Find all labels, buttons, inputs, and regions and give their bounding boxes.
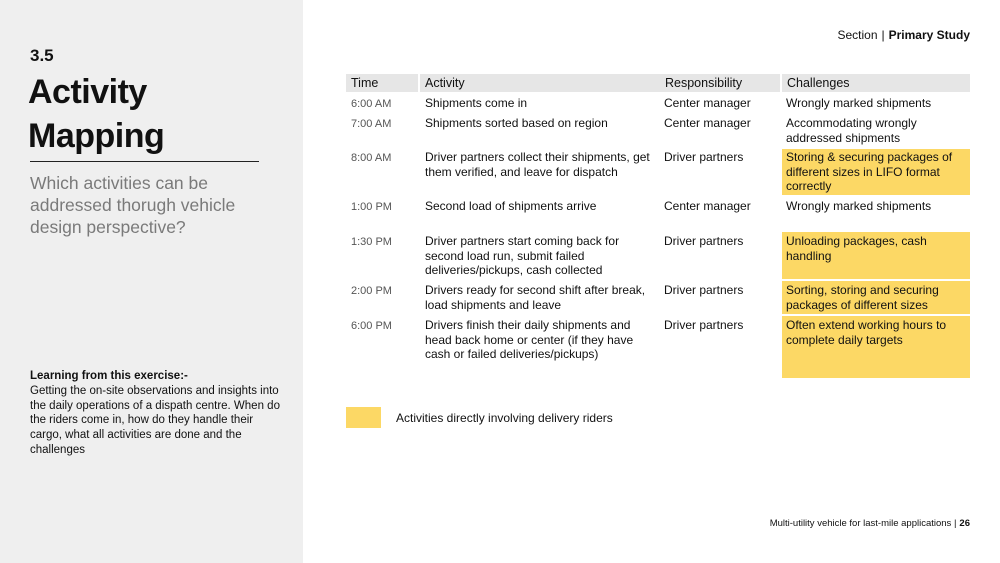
- row-responsibility: Center manager: [664, 199, 751, 213]
- row-time: 1:30 PM: [351, 236, 392, 248]
- row-challenge: Sorting, storing and securing packages of different sizes: [786, 283, 939, 312]
- row-challenge: Unloading packages, cash handling: [786, 234, 927, 263]
- title-line-1: Activity: [28, 73, 147, 111]
- section-name: Primary Study: [888, 28, 970, 42]
- legend-swatch: [346, 407, 381, 428]
- row-time: 6:00 AM: [351, 98, 392, 110]
- row-challenge: Wrongly marked shipments: [786, 96, 932, 110]
- page-footer: [770, 518, 970, 529]
- page-subtitle: Which activities can be addressed thorugh vehicle design perspective?: [30, 173, 236, 237]
- row-activity: Second load of shipments arrive: [425, 199, 597, 213]
- row-challenge: Wrongly marked shipments: [786, 199, 932, 213]
- row-activity: Shipments sorted based on region: [425, 116, 608, 130]
- title-line-2: Mapping: [28, 117, 165, 155]
- title-divider: [30, 161, 259, 162]
- row-responsibility: Driver partners: [664, 150, 744, 164]
- learning-heading: Learning from this exercise:-: [30, 370, 188, 382]
- row-responsibility: Center manager: [664, 96, 751, 110]
- row-time: 6:00 PM: [351, 320, 392, 332]
- section-number: 3.5: [30, 46, 54, 65]
- row-activity: Driver partners collect their shipments, get them verified, and leave for dispatch: [425, 150, 650, 179]
- table-header-row: [346, 74, 970, 92]
- page-number: 26: [959, 518, 970, 529]
- row-time: 7:00 AM: [351, 118, 392, 130]
- page-title: [28, 70, 164, 158]
- row-responsibility: Driver partners: [664, 283, 744, 297]
- row-activity: Shipments come in: [425, 96, 528, 110]
- column-header-time: Time: [346, 74, 418, 92]
- row-time: 2:00 PM: [351, 285, 392, 297]
- footer-text: Multi-utility vehicle for last-mile applications: [769, 518, 952, 529]
- section-label: Section: [837, 28, 878, 42]
- row-challenge: Often extend working hours to complete daily targets: [786, 318, 947, 347]
- row-responsibility: Center manager: [664, 116, 751, 130]
- row-activity: Driver partners start coming back for second load run, submit failed deliveries/pickups, cash collected: [425, 234, 620, 278]
- learning-note: [30, 369, 280, 458]
- section-header: [837, 28, 970, 42]
- row-time: 1:00 PM: [351, 201, 392, 213]
- row-activity: Drivers ready for second shift after break, load shipments and leave: [425, 283, 646, 312]
- row-challenge: Accommodating wrongly addressed shipments: [786, 116, 917, 145]
- column-header-challenges: Challenges: [782, 74, 970, 92]
- legend-label: Activities directly involving delivery riders: [396, 411, 613, 425]
- row-activity: Drivers finish their daily shipments and head back home or center (if they have cash or failed deliveries/pickups): [425, 318, 634, 362]
- column-header-activity: Activity: [420, 74, 660, 92]
- row-time: 8:00 AM: [351, 152, 392, 164]
- row-responsibility: Driver partners: [664, 234, 744, 248]
- row-responsibility: Driver partners: [664, 318, 744, 332]
- footer-separator: |: [953, 518, 957, 529]
- header-separator: |: [881, 28, 885, 42]
- column-header-responsibility: Responsibility: [660, 74, 780, 92]
- row-challenge: Storing & securing packages of different sizes in LIFO format correctly: [786, 150, 953, 194]
- learning-body: Getting the on-site observations and insights into the daily operations of a dispath centre. When do the riders come in, how do they handle their cargo, what all activities are done and the challenges: [30, 384, 280, 456]
